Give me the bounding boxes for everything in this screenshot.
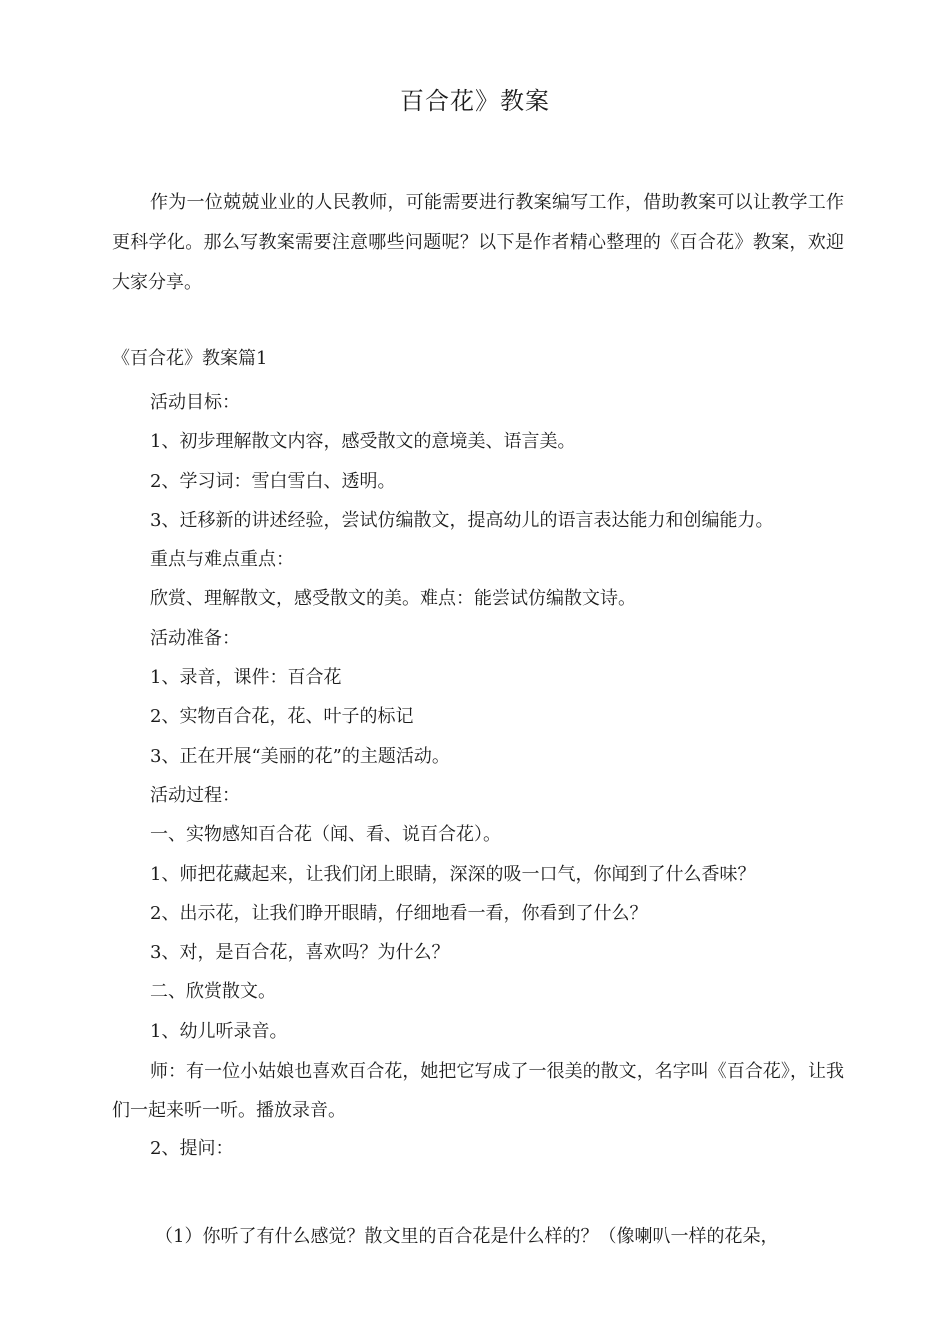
body-line-step-one-2: 2、出示花，让我们睁开眼睛，仔细地看一看，你看到了什么？	[150, 902, 648, 924]
question-heading: 2、提问：	[150, 1138, 234, 1159]
body-line-goal-1: 1、初步理解散文内容，感受散文的意境美、语言美。	[150, 431, 576, 453]
lesson-body	[0, 383, 950, 1051]
body-line-step-one-3: 3、对，是百合花，喜欢吗？为什么？	[150, 942, 450, 964]
document-title: 百合花》教案	[400, 87, 550, 115]
section-heading: 《百合花》教案篇1	[112, 348, 268, 369]
body-line-key-points: 重点与难点重点：	[150, 549, 294, 571]
body-line-preparation: 活动准备：	[150, 627, 240, 649]
question-1-line: （1）你听了有什么感觉？散文里的百合花是什么样的？（像喇叭一样的花朵，	[155, 1226, 779, 1247]
teacher-paragraph: 师：有一位小姑娘也喜欢百合花，她把它写成了一很美的散文，名字叫《百合花》，让我们一起来听一听。播放录音。	[112, 1061, 844, 1121]
body-line-step-two-1: 1、幼儿听录音。	[150, 1020, 288, 1042]
body-line-step-one: 一、实物感知百合花（闻、看、说百合花）。	[150, 824, 501, 846]
body-line-prep-1: 1、录音，课件：百合花	[150, 667, 342, 689]
intro-paragraph: 作为一位兢兢业业的人民教师，可能需要进行教案编写工作，借助教案可以让教学工作更科学化。那么写教案需要注意哪些问题呢？以下是作者精心整理的《百合花》教案，欢迎大家分享。	[112, 192, 844, 293]
body-line-goal-3: 3、迁移新的讲述经验，尝试仿编散文，提高幼儿的语言表达能力和创编能力。	[150, 509, 774, 531]
body-line-key-points-detail: 欣赏、理解散文，感受散文的美。难点：能尝试仿编散文诗。	[150, 588, 636, 610]
body-line-activity-goals: 活动目标：	[150, 392, 240, 413]
body-line-goal-2: 2、学习词：雪白雪白、透明。	[150, 470, 396, 492]
body-line-step-two: 二、欣赏散文。	[150, 981, 276, 1003]
body-line-process: 活动过程：	[150, 784, 240, 806]
body-line-step-one-1: 1、师把花藏起来，让我们闭上眼睛，深深的吸一口气，你闻到了什么香味？	[150, 863, 756, 885]
body-line-prep-2: 2、实物百合花，花、叶子的标记	[150, 706, 414, 728]
body-line-prep-3: 3、正在开展“美丽的花”的主题活动。	[150, 745, 450, 767]
